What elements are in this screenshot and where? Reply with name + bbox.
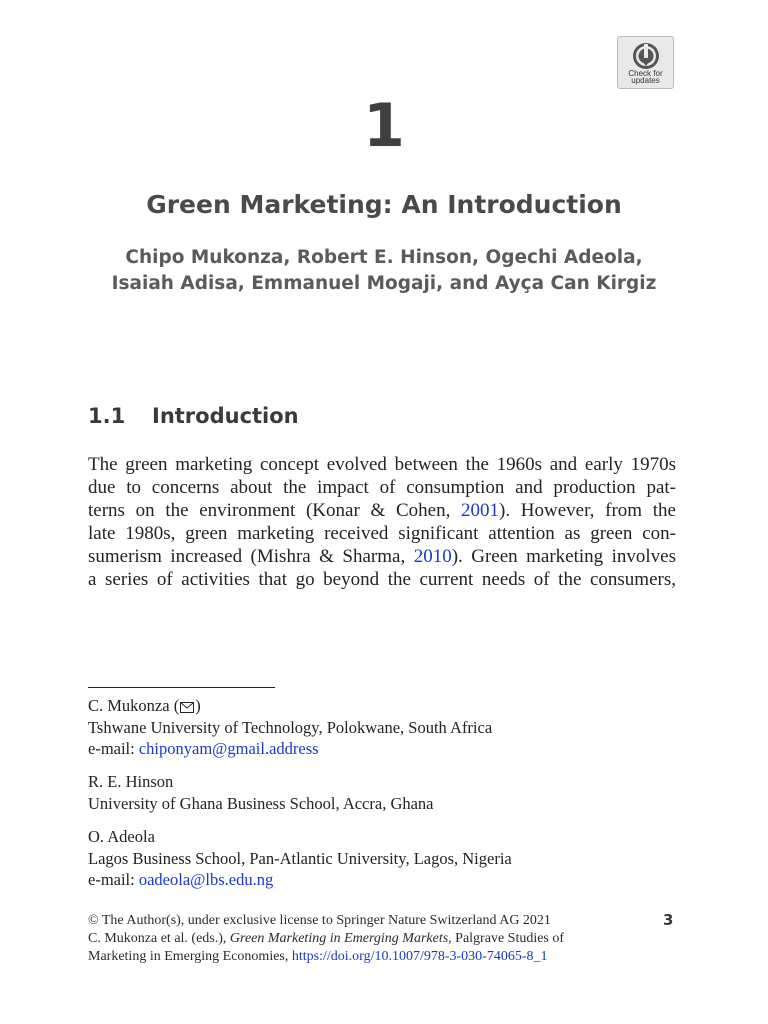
section-heading: [88, 401, 299, 431]
citation-link-konar-2001[interactable]: 2001: [461, 500, 500, 521]
body-text-segment: sumerism increased (Mishra & Sharma,: [88, 546, 414, 567]
chapter-number: 1: [363, 91, 405, 161]
email-label: e-mail:: [88, 739, 139, 758]
body-line: late 1980s, green marketing received significant attention as green con-: [88, 523, 676, 544]
section-number: 1.1: [88, 404, 126, 428]
book-title: Green Marketing in Emerging Markets: [229, 931, 449, 946]
email-link-mukonza[interactable]: chiponyam@gmail.address: [138, 739, 319, 758]
badge-label-line1: Check for: [628, 69, 663, 78]
affiliation-mukonza: [88, 695, 492, 760]
series-line: [88, 948, 564, 966]
series-text: Marketing in Emerging Economies,: [88, 949, 292, 964]
page-number: 3: [663, 911, 674, 929]
author-name: C. Mukonza (: [88, 696, 180, 715]
author-line-2: Isaiah Adisa, Emmanuel Mogaji, and Ayça Can Kirgiz: [111, 273, 657, 294]
citation-link-mishra-2010[interactable]: 2010: [413, 546, 452, 567]
affiliation-institution: University of Ghana Business School, Accra, Ghana: [88, 793, 434, 813]
citation-line: [88, 930, 564, 948]
body-text-segment: ). However, from the: [499, 500, 676, 521]
envelope-icon: [180, 702, 194, 713]
author-name-close: ): [195, 696, 201, 715]
email-link-adeola[interactable]: oadeola@lbs.edu.ng: [138, 870, 274, 889]
body-line: The green marketing concept evolved between the 1960s and early 1970s: [88, 454, 676, 475]
affiliation-institution: Lagos Business School, Pan-Atlantic University, Lagos, Nigeria: [88, 848, 512, 868]
body-line: a series of activities that go beyond the current needs of the consumers,: [88, 569, 676, 590]
chapter-title: Green Marketing: An Introduction: [146, 190, 622, 219]
affiliation-institution: Tshwane University of Technology, Polokwane, South Africa: [88, 717, 493, 737]
footnote-divider: [88, 687, 275, 688]
citation-text: C. Mukonza et al. (eds.),: [88, 931, 230, 946]
copyright-line: © The Author(s), under exclusive license to Springer Nature Switzerland AG 2021: [88, 913, 551, 928]
affiliation-name: R. E. Hinson: [88, 772, 174, 791]
check-for-updates-badge[interactable]: [617, 36, 674, 89]
body-line: [88, 545, 676, 568]
section-title: Introduction: [152, 404, 299, 428]
body-text-segment: terns on the environment (Konar & Cohen,: [88, 500, 462, 521]
email-label: e-mail:: [88, 870, 139, 889]
author-line-1: Chipo Mukonza, Robert E. Hinson, Ogechi Adeola,: [125, 247, 643, 268]
affiliation-hinson: [88, 771, 434, 814]
affiliation-email: [88, 738, 492, 760]
citation-text: , Palgrave Studies of: [448, 931, 565, 946]
affiliation-name: [88, 695, 492, 717]
affiliation-email: [88, 869, 512, 891]
body-line: [88, 499, 676, 522]
check-for-updates-icon: [631, 41, 661, 71]
doi-link[interactable]: https://doi.org/10.1007/978-3-030-74065-8_1: [291, 949, 548, 964]
body-line: due to concerns about the impact of consumption and production pat-: [88, 477, 676, 498]
affiliation-adeola: [88, 826, 512, 891]
copyright-block: [88, 912, 564, 966]
body-paragraph: [88, 453, 676, 591]
body-text-segment: ). Green marketing involves: [451, 546, 676, 567]
affiliation-name: O. Adeola: [88, 827, 155, 846]
author-list: [0, 245, 768, 297]
badge-label-line2: updates: [631, 76, 660, 85]
